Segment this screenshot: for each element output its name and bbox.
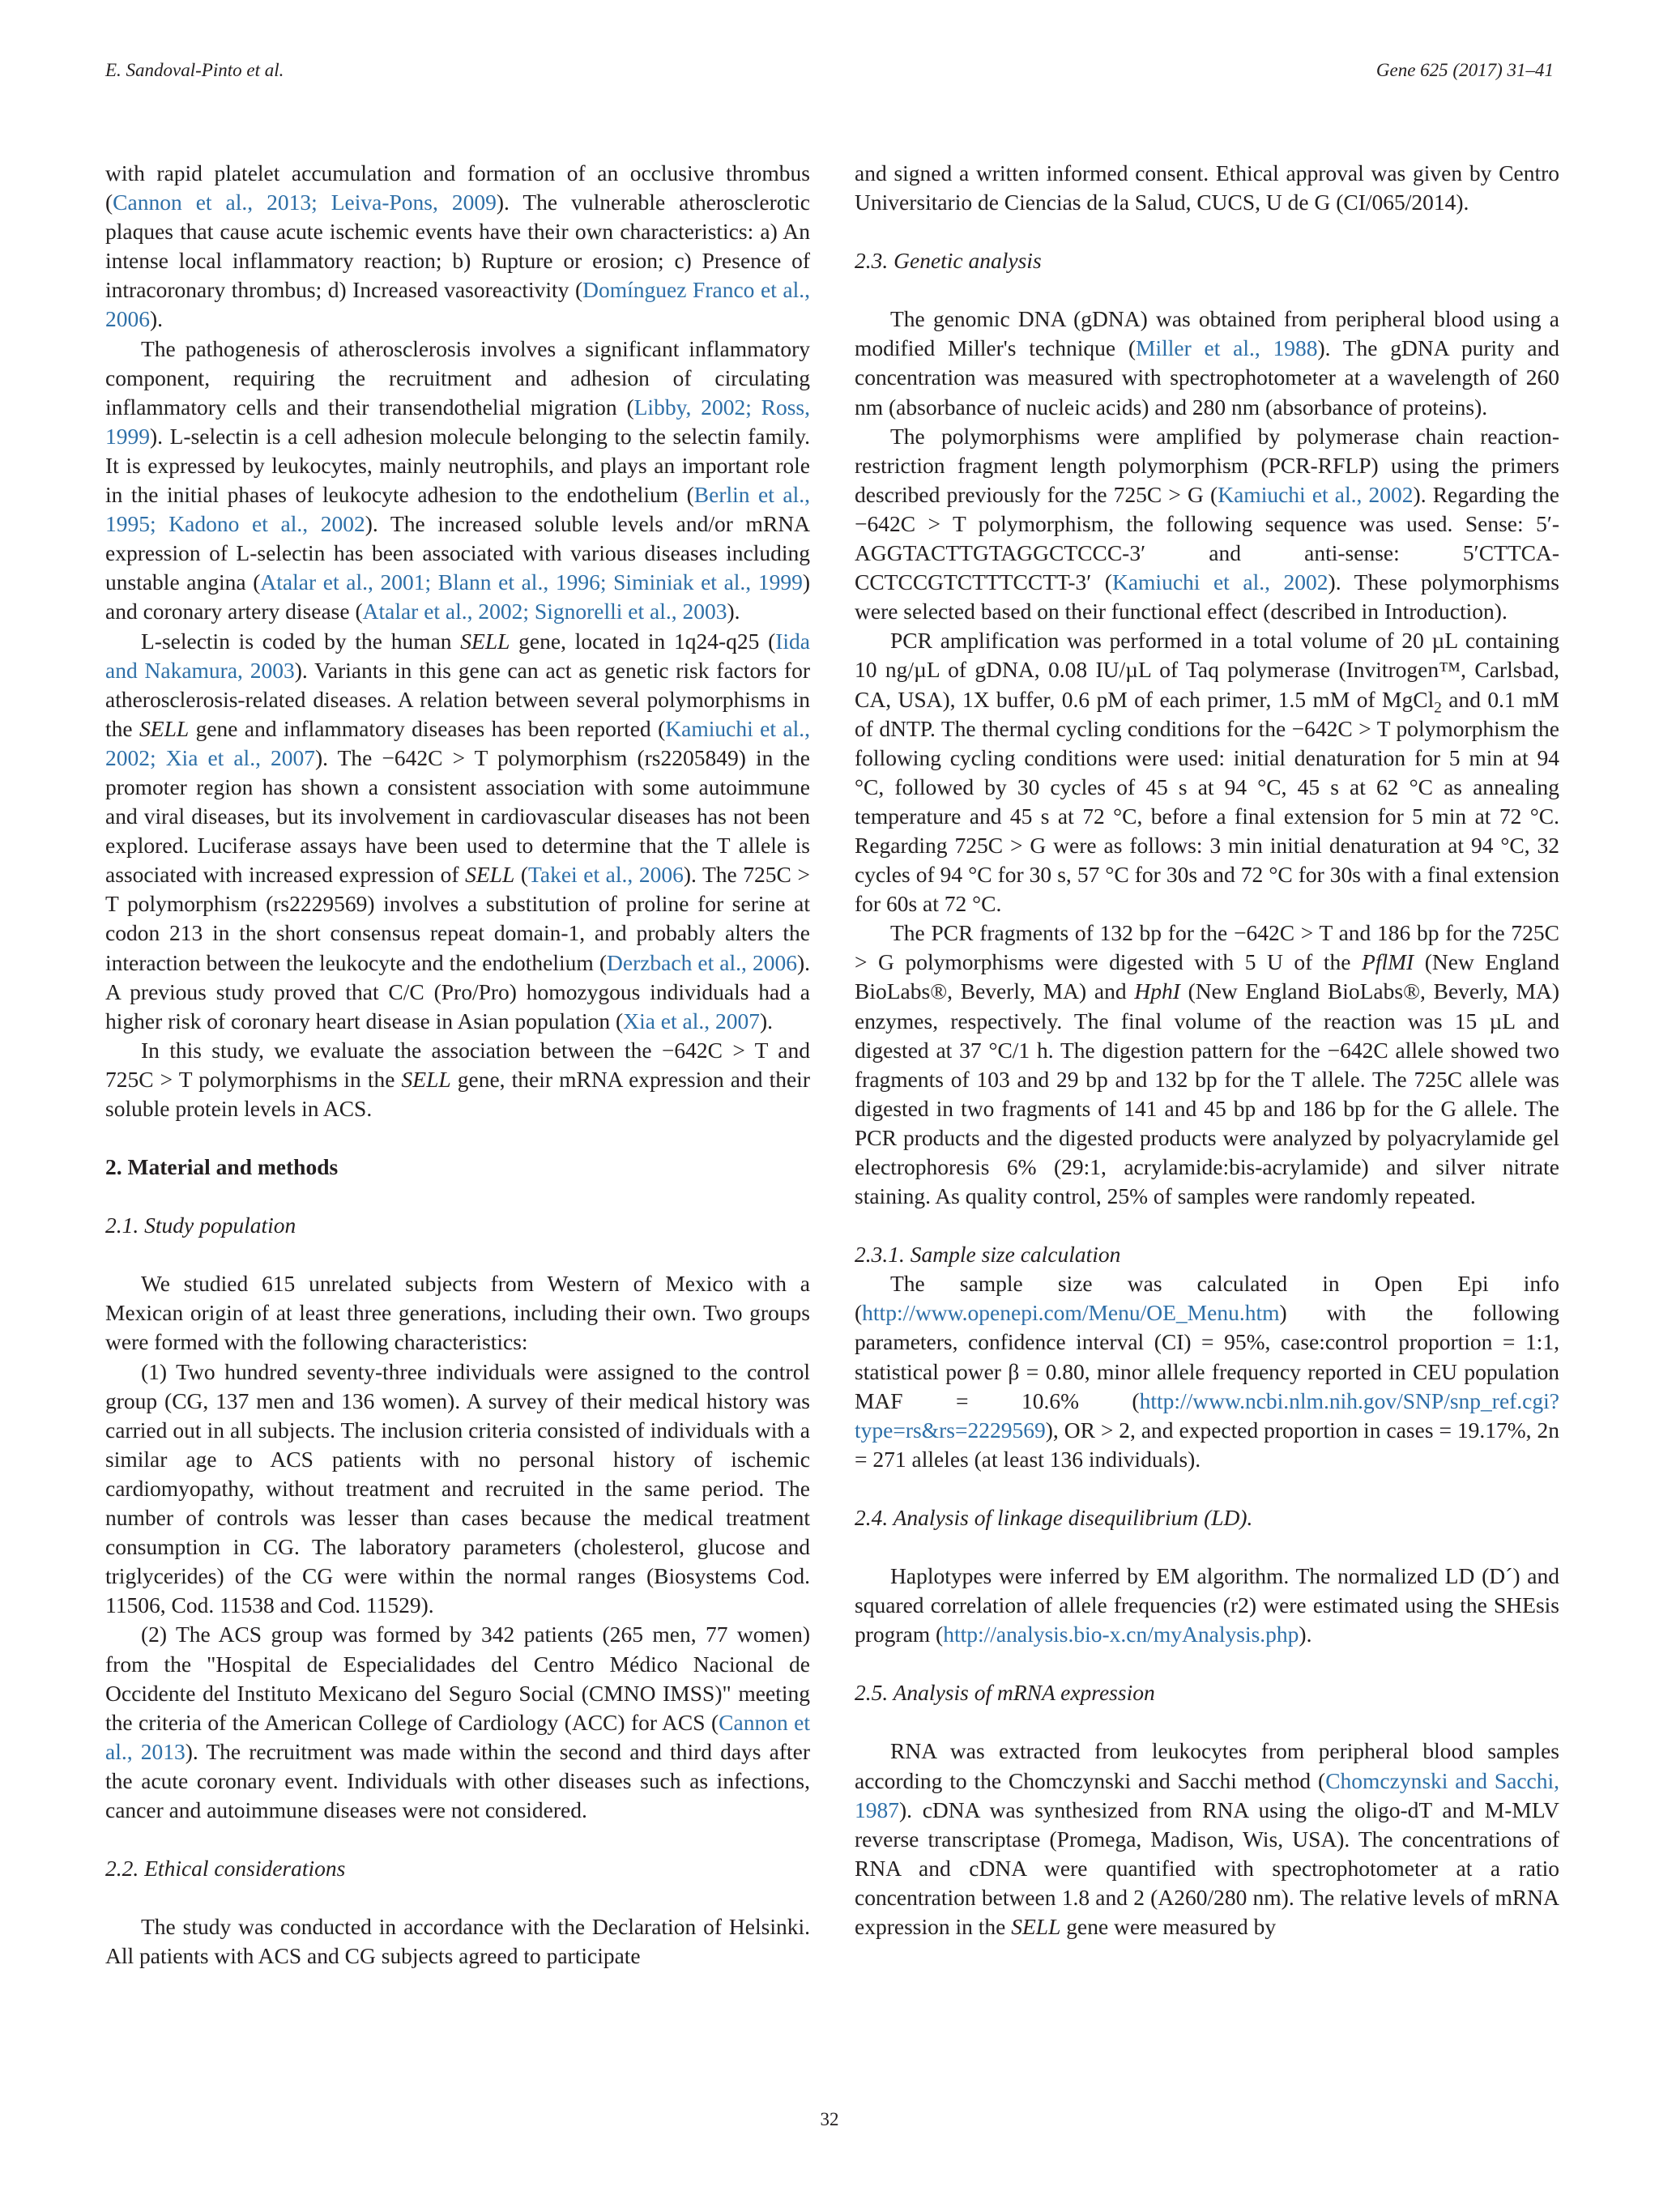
citation-link[interactable]: Kamiuchi et al., 2002; Xia et al., 2007: [105, 715, 810, 770]
right-column: [855, 159, 1559, 1941]
running-header-authors: E. Sandoval-Pinto et al.: [105, 60, 284, 80]
paragraph: and signed a written informed consent. Ethical approval was given by Centro Universitario de Ciencias de la Salud, CUCS, U de G (CI/065/2014).: [855, 160, 1559, 215]
subsection-heading: 2.2. Ethical considerations: [105, 1856, 346, 1882]
citation-link[interactable]: Cannon et al., 2013; Leiva-Pons, 2009: [113, 190, 497, 215]
paragraph: with rapid platelet accumulation and formation of an occlusive thrombus (Cannon et al., 2013; Leiva-Pons, 2009). The vulnerable atherosclerotic plaques that cause acute ischemic events have their own characteristics: a) An intense local inflammatory reaction; b) Rupture or erosion; c) Presence of intracoronary thrombus; d) Increased vasoreactivity (Domínguez Franco et al., 2006).: [105, 160, 810, 332]
paragraph: In this study, we evaluate the association between the −642C > T and 725C > T polymorphisms in the SELL gene, their mRNA expression and their soluble protein levels in ACS.: [105, 1037, 810, 1121]
paragraph: RNA was extracted from leukocytes from peripheral blood samples according to the Chomczynski and Sacchi method (Chomczynski and Sacchi, 1987). cDNA was synthesized from RNA using the oligo-dT and M-MLV reverse transcriptase (Promega, Madison, Wis, USA). The concentrations of RNA and cDNA were quantified with spectrophotometer at a ratio concentration between 1.8 and 2 (A260/280 nm). The relative levels of mRNA expression in the SELL gene were measured by: [855, 1738, 1559, 1939]
citation-link[interactable]: Cannon et al., 2013: [105, 1709, 810, 1764]
paragraph: The polymorphisms were amplified by polymerase chain reaction-restriction fragment length polymorphism (PCR-RFLP) using the primers described previously for the 725C > G (Kamiuchi et al., 2002). Regarding the −642C > T polymorphism, the following sequence was used. Sense: 5′-AGGTACTTGTAGGCTCCC-3′ and anti-sense: 5′CTTCA-CCTCCGTCTTTCCTT-3′ (Kamiuchi et al., 2002). These polymorphisms were selected based on their functional effect (described in Introduction).: [855, 423, 1560, 624]
citation-link[interactable]: Miller et al., 1988: [1136, 335, 1318, 361]
paragraph: Haplotypes were inferred by EM algorithm. The normalized LD (D´) and squared correlation of allele frequencies (r2) were estimated using the SHEsis program (http://analysis.bio-x.cn/myAnalysis.php).: [855, 1563, 1559, 1647]
citation-link[interactable]: Atalar et al., 2001; Blann et al., 1996; Siminiak et al., 1999: [260, 569, 803, 595]
citation-link[interactable]: Kamiuchi et al., 2002: [1111, 569, 1328, 595]
url-link[interactable]: http://www.openepi.com/Menu/OE_Menu.htm: [862, 1300, 1280, 1326]
paragraph: L-selectin is coded by the human SELL gene, located in 1q24-q25 (Iida and Nakamura, 2003). Variants in this gene can act as genetic risk factors for atherosclerosis-related diseases. A relation between several polymorphisms in the SELL gene and inflammatory diseases has been reported (Kamiuchi et al., 2002; Xia et al., 2007). The −642C > T polymorphism (rs2205849) in the promoter region has shown a consistent association with some autoimmune and viral diseases, but its involvement in cardiovascular diseases has not been explored. Luciferase assays have been used to determine that the T allele is associated with increased expression of SELL (Takei et al., 2006). The 725C > T polymorphism (rs2229569) involves a substitution of proline for serine at codon 213 in the short consensus repeat domain-1, and probably alters the interaction between the leukocyte and the endothelium (Derzbach et al., 2006). A previous study proved that C/C (Pro/Pro) homozygous individuals had a higher risk of coronary heart disease in Asian population (Xia et al., 2007).: [105, 628, 811, 1034]
paragraph: (2) The ACS group was formed by 342 patients (265 men, 77 women) from the "Hospital de Especialidades del Centro Médico Nacional de Occidente del Instituto Mexicano del Seguro Social (CMNO IMSS)" meeting the criteria of the American College of Cardiology (ACC) for ACS (Cannon et al., 2013). The recruitment was made within the second and third days after the acute coronary event. Individuals with other diseases such as infections, cancer and autoimmune diseases were not considered.: [105, 1622, 810, 1822]
subsection-heading: 2.5. Analysis of mRNA expression: [855, 1680, 1155, 1706]
url-link[interactable]: http://analysis.bio-x.cn/myAnalysis.php: [943, 1622, 1299, 1647]
citation-link[interactable]: Takei et al., 2006: [528, 862, 684, 888]
paragraph: (1) Two hundred seventy-three individuals were assigned to the control group (CG, 137 men and 136 women). A survey of their medical history was carried out in all subjects. The inclusion criteria consisted of individuals with a similar age to ACS patients with no personal history of ischemic cardiomyopathy, without treatment and recruited in the same period. The number of controls was lesser than cases because the medical treatment consumption in CG. The laboratory parameters (cholesterol, glucose and triglycerides) of the CG were within the normal ranges (Biosystems Cod. 11506, Cod. 11538 and Cod. 11529).: [105, 1358, 810, 1618]
page-number: 32: [820, 2109, 839, 2129]
subsubsection-heading: 2.3.1. Sample size calculation: [855, 1242, 1121, 1268]
running-header-journal: Gene 625 (2017) 31–41: [1375, 60, 1554, 80]
citation-link[interactable]: Atalar et al., 2002; Signorelli et al., 2003: [362, 599, 727, 624]
paragraph: The pathogenesis of atherosclerosis involves a significant inflammatory component, requiring the recruitment and adhesion of circulating inflammatory cells and their transendothelial migration (Libby, 2002; Ross, 1999). L-selectin is a cell adhesion molecule belonging to the selectin family. It is expressed by leukocytes, mainly neutrophils, and plays an important role in the initial phases of leukocyte adhesion to the endothelium (Berlin et al., 1995; Kadono et al., 2002). The increased soluble levels and/or mRNA expression of L-selectin has been associated with various diseases including unstable angina (Atalar et al., 2001; Blann et al., 1996; Siminiak et al., 1999) and coronary artery disease (Atalar et al., 2002; Signorelli et al., 2003).: [105, 335, 810, 624]
subsection-heading: 2.3. Genetic analysis: [855, 248, 1042, 274]
citation-link[interactable]: Domínguez Franco et al., 2006: [105, 277, 810, 332]
url-link[interactable]: http://www.ncbi.nlm.nih.gov/SNP/snp_ref.cgi?type=rs&rs=2229569: [855, 1387, 1559, 1443]
paragraph: The study was conducted in accordance with the Declaration of Helsinki. All patients with ACS and CG subjects agreed to participate: [105, 1914, 810, 1969]
citation-link[interactable]: Kamiuchi et al., 2002: [1218, 481, 1414, 507]
citation-link[interactable]: Iida and Nakamura, 2003: [105, 628, 811, 683]
citation-link[interactable]: Berlin et al., 1995; Kadono et al., 2002: [105, 482, 810, 537]
subsection-heading: 2.4. Analysis of linkage disequilibrium (LD).: [855, 1504, 1253, 1530]
citation-link[interactable]: Xia et al., 2007: [623, 1008, 760, 1034]
citation-link[interactable]: Derzbach et al., 2006: [607, 949, 797, 975]
citation-link[interactable]: Libby, 2002; Ross, 1999: [105, 394, 810, 449]
citation-link[interactable]: Chomczynski and Sacchi, 1987: [855, 1767, 1559, 1822]
left-column: [105, 159, 810, 1971]
paragraph: The PCR fragments of 132 bp for the −642C > T and 186 bp for the 725C > G polymorphisms were digested with 5 U of the PflMI (New England BioLabs®, Beverly, MA) and HphI (New England BioLabs®, Beverly, MA) enzymes, respectively. The final volume of the reaction was 15 µL and digested at 37 °C/1 h. The digestion pattern for the −642C allele showed two fragments of 103 and 29 bp and 132 bp for the T allele. The 725C allele was digested in two fragments of 141 and 45 bp and 186 bp for the G allele. The PCR products and the digested products were analyzed by polyacrylamide gel electrophoresis 6% (29:1, acrylamide:bis-acrylamide) and silver nitrate staining. As quality control, 25% of samples were randomly repeated.: [855, 920, 1559, 1209]
paragraph: We studied 615 unrelated subjects from Western of Mexico with a Mexican origin of at least three generations, including their own. Two groups were formed with the following characteristics:: [105, 1271, 810, 1355]
paragraph: The genomic DNA (gDNA) was obtained from peripheral blood using a modified Miller's technique (Miller et al., 1988). The gDNA purity and concentration was measured with spectrophotometer at a wavelength of 260 nm (absorbance of nucleic acids) and 280 nm (absorbance of proteins).: [855, 306, 1559, 420]
paragraph: The sample size was calculated in Open Epi info (http://www.openepi.com/Menu/OE_Menu.htm) with the following parameters, confidence interval (CI) = 95%, case:control proportion = 1:1, statistical power β = 0.80, minor allele frequency reported in CEU population MAF = 10.6% (http://www.ncbi.nlm.nih.gov/SNP/snp_ref.cgi?type=rs&rs=2229569), OR > 2, and expected proportion in cases = 19.17%, 2n = 271 alleles (at least 136 individuals).: [855, 1271, 1559, 1472]
paragraph: PCR amplification was performed in a total volume of 20 µL containing 10 ng/µL of gDNA, 0.08 IU/µL of Taq polymerase (Invitrogen™, Carlsbad, CA, USA), 1X buffer, 0.6 pM of each primer, 1.5 mM of MgCl$_2$ and 0.1 mM of dNTP. The thermal cycling conditions for the −642C > T polymorphism the following cycling conditions were used: initial denaturation for 5 min at 94 °C, followed by 30 cycles of 45 s at 94 °C, 45 s at 62 °C as annealing temperature and 45 s at 72 °C, before a final extension for 5 min at 72 °C. Regarding 725C > G were as follows: 3 min initial denaturation at 94 °C, 32 cycles of 94 °C for 30 s, 57 °C for 30s and 72 °C for 30s with a final extension for 60s at 72 °C.: [855, 628, 1559, 917]
subsection-heading: 2.1. Study population: [105, 1213, 296, 1238]
section-heading: 2. Material and methods: [105, 1154, 339, 1180]
